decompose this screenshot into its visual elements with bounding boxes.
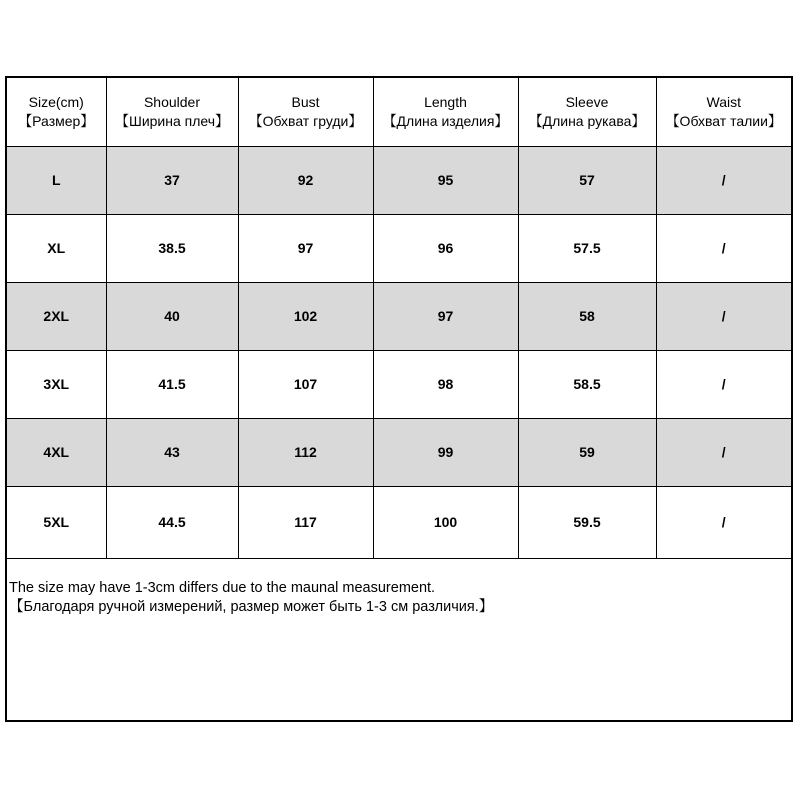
waist-cell: / (656, 350, 791, 418)
header-bust-ru: 【Обхват груди】 (248, 112, 363, 129)
table-row (7, 418, 791, 486)
shoulder-cell: 43 (106, 418, 238, 486)
bust-cell: 107 (238, 350, 373, 418)
bust-cell: 92 (238, 146, 373, 214)
header-waist-ru: 【Обхват талии】 (665, 112, 782, 129)
sleeve-cell: 59.5 (518, 486, 656, 558)
waist-cell: / (656, 146, 791, 214)
shoulder-cell: 44.5 (106, 486, 238, 558)
bust-cell: 102 (238, 282, 373, 350)
length-cell: 95 (373, 146, 518, 214)
table-row (7, 146, 791, 214)
bust-cell: 117 (238, 486, 373, 558)
sleeve-cell: 58.5 (518, 350, 656, 418)
header-size (7, 78, 106, 146)
shoulder-cell: 41.5 (106, 350, 238, 418)
table-row (7, 486, 791, 558)
header-sleeve (518, 78, 656, 146)
sleeve-cell: 57.5 (518, 214, 656, 282)
waist-cell: / (656, 282, 791, 350)
header-sleeve-ru: 【Длина рукава】 (528, 112, 646, 129)
table-row (7, 282, 791, 350)
size-cell: 5XL (7, 486, 106, 558)
sleeve-cell: 59 (518, 418, 656, 486)
length-cell: 99 (373, 418, 518, 486)
length-cell: 97 (373, 282, 518, 350)
shoulder-cell: 37 (106, 146, 238, 214)
size-cell: XL (7, 214, 106, 282)
shoulder-cell: 38.5 (106, 214, 238, 282)
header-size-en: Size(cm) (28, 93, 84, 110)
table-row (7, 214, 791, 282)
length-cell: 100 (373, 486, 518, 558)
size-cell: 3XL (7, 350, 106, 418)
waist-cell: / (656, 486, 791, 558)
header-row (7, 78, 791, 146)
length-cell: 98 (373, 350, 518, 418)
header-shoulder-en: Shoulder (143, 93, 201, 110)
header-length (373, 78, 518, 146)
header-waist (656, 78, 791, 146)
sleeve-cell: 57 (518, 146, 656, 214)
waist-cell: / (656, 418, 791, 486)
measurement-note-ru: 【Благодаря ручной измерений, размер может быть 1-3 см различия.】 (9, 599, 494, 615)
sleeve-cell: 58 (518, 282, 656, 350)
measurement-note-en: The size may have 1-3cm differs due to the maunal measurement. (9, 580, 436, 596)
size-chart-table (7, 78, 791, 559)
length-cell: 96 (373, 214, 518, 282)
bust-cell: 112 (238, 418, 373, 486)
size-cell: 2XL (7, 282, 106, 350)
size-chart-frame (5, 76, 793, 722)
header-waist-en: Waist (706, 93, 741, 110)
bust-cell: 97 (238, 214, 373, 282)
header-length-ru: 【Длина изделия】 (382, 112, 509, 129)
table-row (7, 350, 791, 418)
shoulder-cell: 40 (106, 282, 238, 350)
header-bust (238, 78, 373, 146)
header-size-ru: 【Размер】 (18, 112, 95, 129)
size-cell: L (7, 146, 106, 214)
size-cell: 4XL (7, 418, 106, 486)
header-length-en: Length (424, 93, 467, 110)
header-shoulder-ru: 【Ширина плеч】 (114, 112, 230, 129)
measurement-note (9, 579, 789, 617)
waist-cell: / (656, 214, 791, 282)
header-bust-en: Bust (291, 93, 320, 110)
header-sleeve-en: Sleeve (565, 93, 609, 110)
header-shoulder (106, 78, 238, 146)
